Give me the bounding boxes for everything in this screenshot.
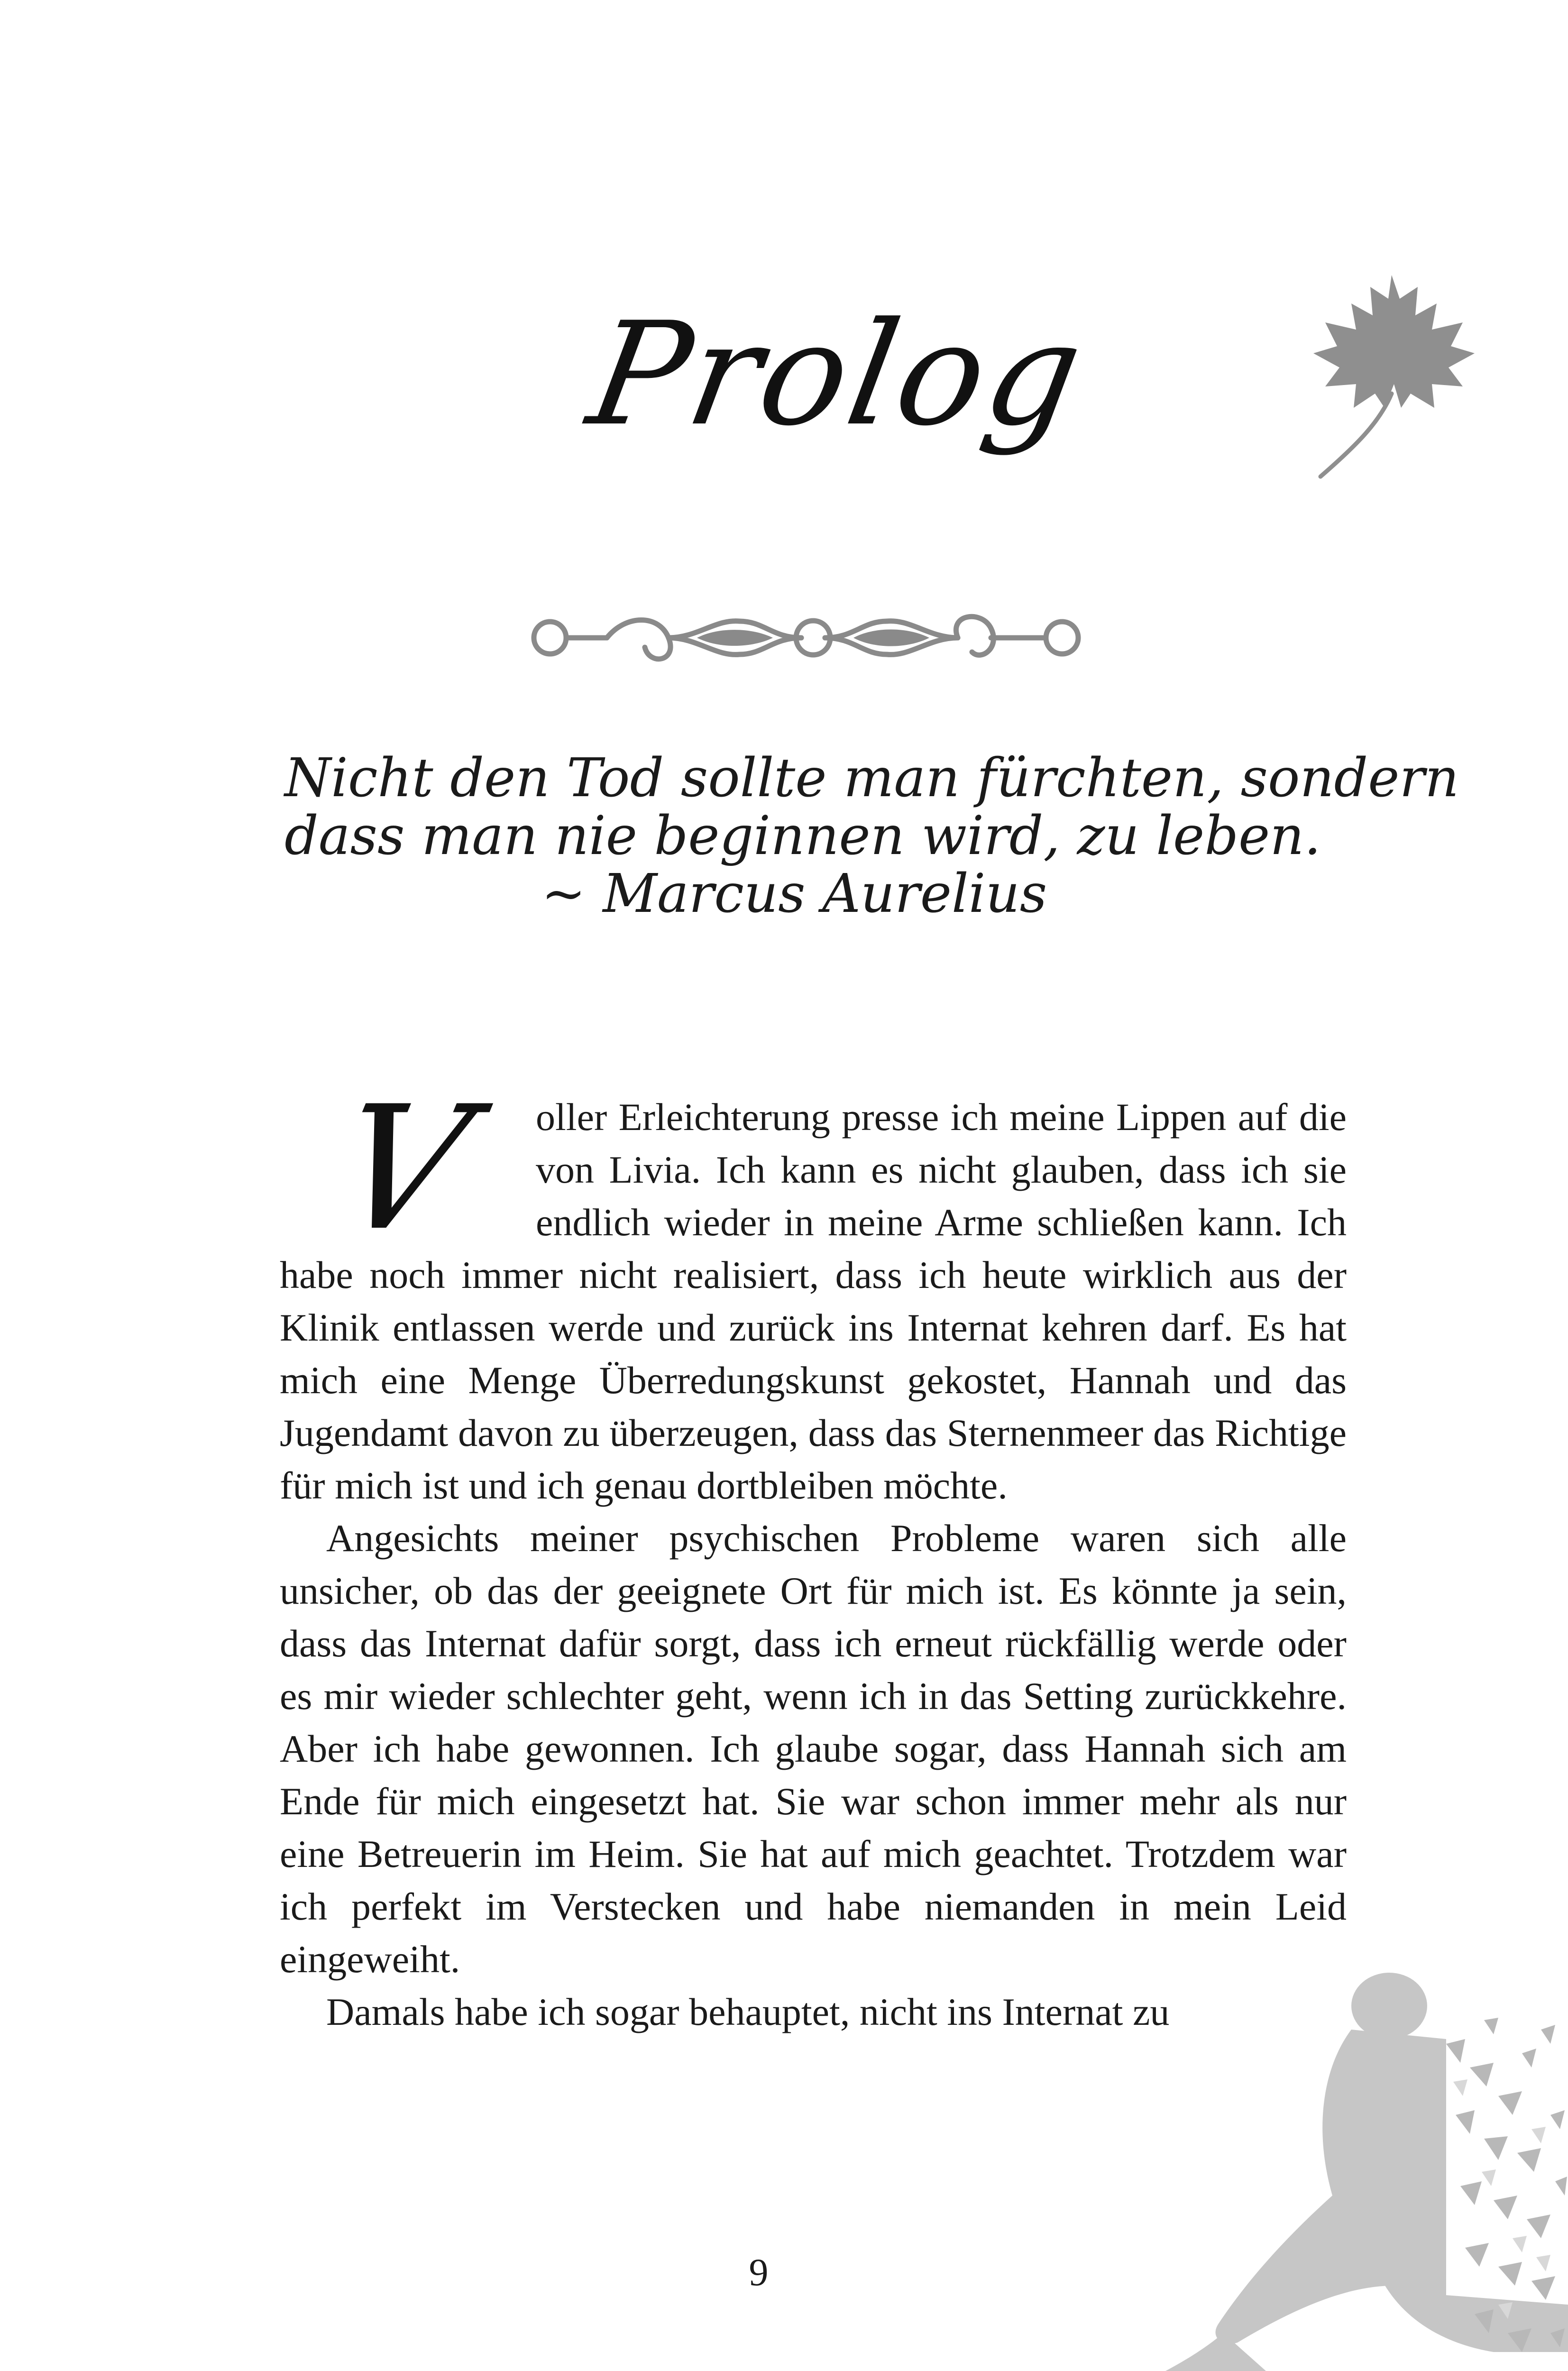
chapter-title: Prolog	[578, 292, 1096, 457]
body-text	[280, 1069, 1347, 2038]
epigraph-line-2: dass man nie beginnen wird, zu leben.	[284, 805, 1321, 867]
maple-leaf-icon	[1275, 266, 1484, 488]
paragraph-1: oller Erleichterung presse ich meine Lippen auf die von Livia. Ich kann es nicht glauben, dass ich sie endlich wieder in meine Arme schließen kann. Ich habe noch immer nicht realisiert, dass ich heute wirklich aus der Klinik entlassen werde und zurück ins Internat kehren darf. Es hat mich eine Menge Überredungskunst gekostet, Hannah und das Jugendamt davon zu überzeugen, dass das Sternenmeer das Richtige für mich ist und ich genau dortbleiben möchte.	[280, 1095, 1347, 1507]
page-number: 9	[749, 2251, 769, 2294]
sitting-figure-illustration	[1019, 1973, 1568, 2371]
epigraph-line-1: Nicht den Tod sollte man fürchten, sondern	[284, 747, 1459, 809]
paragraph-3: Damals habe ich sogar behauptet, nicht ins Internat zu	[326, 1990, 1170, 2033]
epigraph-quote	[284, 747, 1459, 925]
flourish-divider	[517, 600, 1110, 676]
epigraph-attribution: ~ Marcus Aurelius	[541, 863, 1047, 925]
drop-cap: V	[320, 1069, 486, 1268]
paragraph-2: Angesichts meiner psychischen Probleme waren sich alle unsicher, ob das der geeignete Ort für mich ist. Es könnte ja sein, dass das Internat dafür sorgt, dass ich erneut rückfällig werde oder es mir wieder schlechter geht, wenn ich in das Setting zurückkehre. Aber ich habe gewonnen. Ich glaube sogar, dass Hannah sich am Ende für mich eingesetzt hat. Sie war schon immer mehr als nur eine Betreuerin im Heim. Sie hat auf mich geachtet. Trotzdem war ich perfekt im Verstecken und habe niemanden in mein Leid eingeweiht.	[280, 1516, 1347, 1981]
